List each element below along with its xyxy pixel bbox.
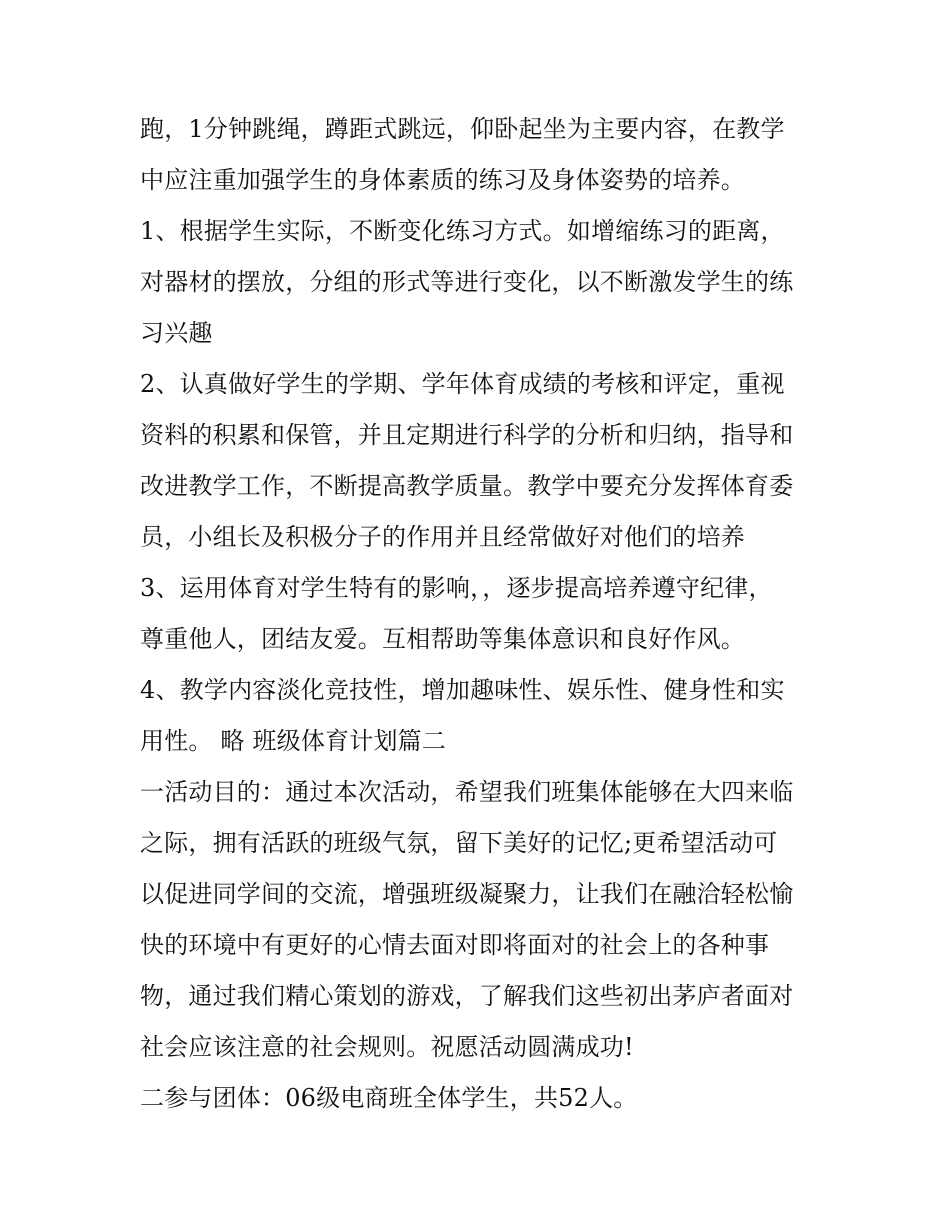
text-line: 1、根据学生实际，不断变化练习方式。如增缩练习的距离， [140,217,785,245]
text-line: 尊重他人，团结友爱。互相帮助等集体意识和良好作风。 [140,625,745,653]
text-line: 物，通过我们精心策划的游戏，了解我们这些初出茅庐者面对 [140,982,794,1010]
text-line: 一活动目的：通过本次活动，希望我们班集体能够在大四来临 [140,778,794,806]
text-line: 3、运用体育对学生特有的影响，，逐步提高培养遵守纪律， [140,574,773,602]
text-line: 跑，1分钟跳绳，蹲距式跳远，仰卧起坐为主要内容，在教学 [140,115,785,143]
text-line: 社会应该注意的社会规则。祝愿活动圆满成功! [140,1033,634,1061]
text-line: 员，小组长及积极分子的作用并且经常做好对他们的培养 [140,523,745,551]
text-line: 4、教学内容淡化竞技性，增加趣味性、娱乐性、健身性和实 [140,676,785,704]
text-line: 用性。 略 班级体育计划篇二 [140,727,447,755]
text-line: 对器材的摆放，分组的形式等进行变化，以不断激发学生的练 [140,268,794,296]
text-line: 资料的积累和保管，并且定期进行科学的分析和归纳，指导和 [140,421,794,449]
text-line: 习兴趣 [140,319,213,347]
text-line: 以促进同学间的交流，增强班级凝聚力，让我们在融洽轻松愉 [140,880,794,908]
text-line: 中应注重加强学生的身体素质的练习及身体姿势的培养。 [140,166,745,194]
text-line: 快的环境中有更好的心情去面对即将面对的社会上的各种事 [140,931,770,959]
text-line: 2、认真做好学生的学期、学年体育成绩的考核和评定，重视 [140,370,785,398]
text-line: 之际，拥有活跃的班级气氛，留下美好的记忆;更希望活动可 [140,829,778,857]
text-line: 二参与团体：06级电商班全体学生，共52人。 [140,1084,638,1112]
text-line: 改进教学工作，不断提高教学质量。教学中要充分发挥体育委 [140,472,794,500]
document-body [140,104,830,1124]
